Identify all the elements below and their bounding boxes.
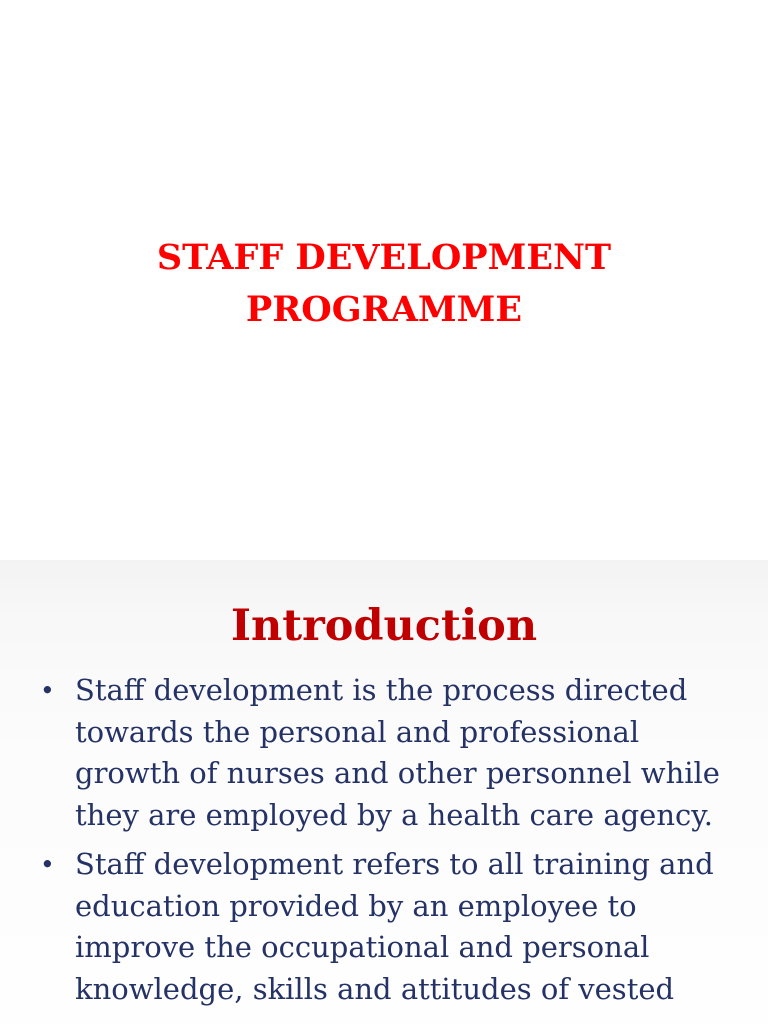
slide-title-line-2: PROGRAMME <box>245 289 523 330</box>
introduction-slide <box>0 560 768 1024</box>
bullet-item-2 <box>40 844 740 1010</box>
bullet-icon: • <box>40 676 55 705</box>
introduction-heading: Introduction <box>230 601 538 651</box>
bullet-icon: • <box>40 850 55 879</box>
bullet-list <box>40 670 740 1018</box>
bullet-text-2: Staff development refers to all training and education provided by an employee to improve the occupational and personal knowledge, skills and attitudes of vested <box>75 847 714 1006</box>
bullet-text-1: Staff development is the process directed towards the personal and professional growth of nurses and other personnel while they are employed by a health care agency. <box>75 673 720 832</box>
slide-title-line-1: STAFF DEVELOPMENT <box>156 237 612 278</box>
bullet-item-1 <box>40 670 740 836</box>
slide-title <box>0 232 768 336</box>
